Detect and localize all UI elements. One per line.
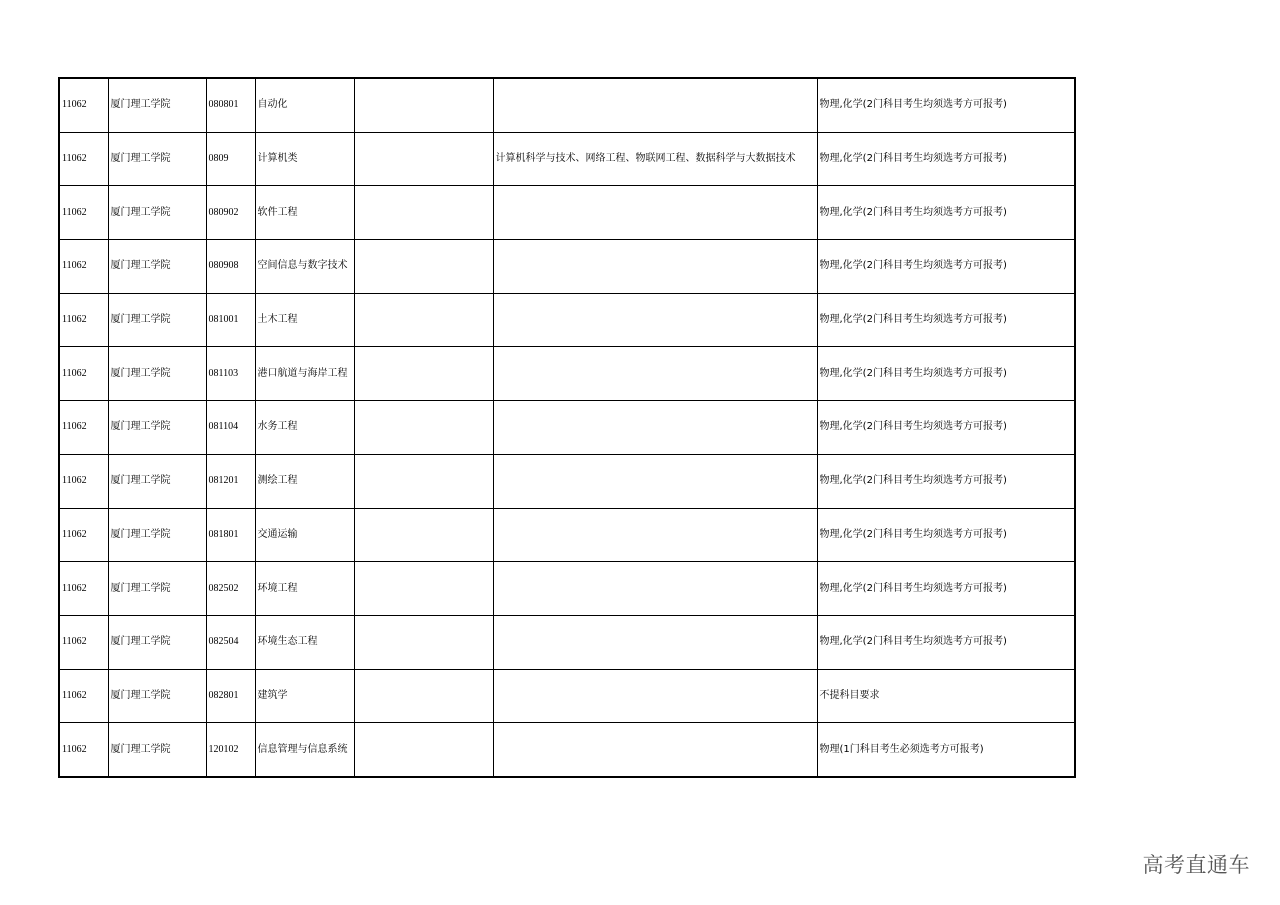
school-name-cell: 厦门理工学院 (108, 347, 206, 401)
blank-cell (354, 240, 493, 294)
school-name-cell: 厦门理工学院 (108, 78, 206, 132)
subject-requirement-cell: 物理,化学(2门科目考生均须选考方可报考) (817, 615, 1075, 669)
major-name-cell: 计算机类 (255, 132, 354, 186)
major-code-cell: 081201 (206, 454, 255, 508)
school-name-cell: 厦门理工学院 (108, 562, 206, 616)
table-row (59, 347, 1075, 401)
included-majors-cell (493, 401, 817, 455)
blank-cell (354, 615, 493, 669)
table-row (59, 669, 1075, 723)
included-majors-cell (493, 615, 817, 669)
major-code-cell: 081103 (206, 347, 255, 401)
school-name-cell: 厦门理工学院 (108, 240, 206, 294)
blank-cell (354, 78, 493, 132)
blank-cell (354, 186, 493, 240)
subject-requirement-cell: 物理,化学(2门科目考生均须选考方可报考) (817, 240, 1075, 294)
school-code-cell: 11062 (59, 669, 108, 723)
blank-cell (354, 401, 493, 455)
major-name-cell: 空间信息与数字技术 (255, 240, 354, 294)
school-code-cell: 11062 (59, 78, 108, 132)
school-code-cell: 11062 (59, 293, 108, 347)
subject-requirement-cell: 物理,化学(2门科目考生均须选考方可报考) (817, 293, 1075, 347)
table-row (59, 454, 1075, 508)
subject-requirement-cell: 物理,化学(2门科目考生均须选考方可报考) (817, 132, 1075, 186)
watermark-text: 高考直通车 (1142, 853, 1250, 877)
school-code-cell: 11062 (59, 347, 108, 401)
subject-requirement-cell: 物理,化学(2门科目考生均须选考方可报考) (817, 508, 1075, 562)
major-code-cell: 081801 (206, 508, 255, 562)
included-majors-cell (493, 186, 817, 240)
major-name-cell: 信息管理与信息系统 (255, 723, 354, 777)
blank-cell (354, 293, 493, 347)
major-code-cell: 081104 (206, 401, 255, 455)
school-code-cell: 11062 (59, 240, 108, 294)
table-row (59, 186, 1075, 240)
table-row (59, 293, 1075, 347)
included-majors-cell: 计算机科学与技术、网络工程、物联网工程、数据科学与大数据技术 (493, 132, 817, 186)
blank-cell (354, 508, 493, 562)
included-majors-cell (493, 347, 817, 401)
major-name-cell: 自动化 (255, 78, 354, 132)
included-majors-cell (493, 293, 817, 347)
major-code-cell: 082502 (206, 562, 255, 616)
major-code-cell: 081001 (206, 293, 255, 347)
school-code-cell: 11062 (59, 401, 108, 455)
school-code-cell: 11062 (59, 132, 108, 186)
included-majors-cell (493, 508, 817, 562)
major-name-cell: 水务工程 (255, 401, 354, 455)
subject-requirement-cell: 物理,化学(2门科目考生均须选考方可报考) (817, 347, 1075, 401)
included-majors-cell (493, 454, 817, 508)
school-name-cell: 厦门理工学院 (108, 615, 206, 669)
major-name-cell: 土木工程 (255, 293, 354, 347)
subject-requirement-cell: 物理(1门科目考生必须选考方可报考) (817, 723, 1075, 777)
blank-cell (354, 723, 493, 777)
school-code-cell: 11062 (59, 508, 108, 562)
subject-requirement-cell: 物理,化学(2门科目考生均须选考方可报考) (817, 562, 1075, 616)
blank-cell (354, 347, 493, 401)
included-majors-cell (493, 723, 817, 777)
table-row (59, 615, 1075, 669)
major-code-cell: 120102 (206, 723, 255, 777)
school-name-cell: 厦门理工学院 (108, 454, 206, 508)
table-row (59, 132, 1075, 186)
school-name-cell: 厦门理工学院 (108, 723, 206, 777)
school-code-cell: 11062 (59, 186, 108, 240)
majors-table (58, 77, 1076, 778)
major-name-cell: 建筑学 (255, 669, 354, 723)
included-majors-cell (493, 240, 817, 294)
table-row (59, 562, 1075, 616)
school-name-cell: 厦门理工学院 (108, 401, 206, 455)
included-majors-cell (493, 562, 817, 616)
included-majors-cell (493, 78, 817, 132)
major-name-cell: 港口航道与海岸工程 (255, 347, 354, 401)
major-code-cell: 0809 (206, 132, 255, 186)
school-code-cell: 11062 (59, 562, 108, 616)
blank-cell (354, 132, 493, 186)
subject-requirement-cell: 不提科目要求 (817, 669, 1075, 723)
major-name-cell: 环境生态工程 (255, 615, 354, 669)
school-code-cell: 11062 (59, 454, 108, 508)
table-row (59, 240, 1075, 294)
table-row (59, 78, 1075, 132)
school-name-cell: 厦门理工学院 (108, 508, 206, 562)
table-row (59, 401, 1075, 455)
subject-requirement-cell: 物理,化学(2门科目考生均须选考方可报考) (817, 454, 1075, 508)
blank-cell (354, 669, 493, 723)
table-row (59, 723, 1075, 777)
school-name-cell: 厦门理工学院 (108, 669, 206, 723)
school-code-cell: 11062 (59, 723, 108, 777)
major-name-cell: 软件工程 (255, 186, 354, 240)
major-name-cell: 交通运输 (255, 508, 354, 562)
major-code-cell: 080902 (206, 186, 255, 240)
subject-requirement-cell: 物理,化学(2门科目考生均须选考方可报考) (817, 186, 1075, 240)
major-name-cell: 测绘工程 (255, 454, 354, 508)
major-code-cell: 080908 (206, 240, 255, 294)
school-name-cell: 厦门理工学院 (108, 132, 206, 186)
table-body (59, 78, 1075, 777)
major-code-cell: 080801 (206, 78, 255, 132)
major-name-cell: 环境工程 (255, 562, 354, 616)
subject-requirement-cell: 物理,化学(2门科目考生均须选考方可报考) (817, 401, 1075, 455)
school-name-cell: 厦门理工学院 (108, 293, 206, 347)
blank-cell (354, 454, 493, 508)
school-name-cell: 厦门理工学院 (108, 186, 206, 240)
subject-requirement-cell: 物理,化学(2门科目考生均须选考方可报考) (817, 78, 1075, 132)
school-code-cell: 11062 (59, 615, 108, 669)
blank-cell (354, 562, 493, 616)
major-code-cell: 082504 (206, 615, 255, 669)
included-majors-cell (493, 669, 817, 723)
major-code-cell: 082801 (206, 669, 255, 723)
table-row (59, 508, 1075, 562)
